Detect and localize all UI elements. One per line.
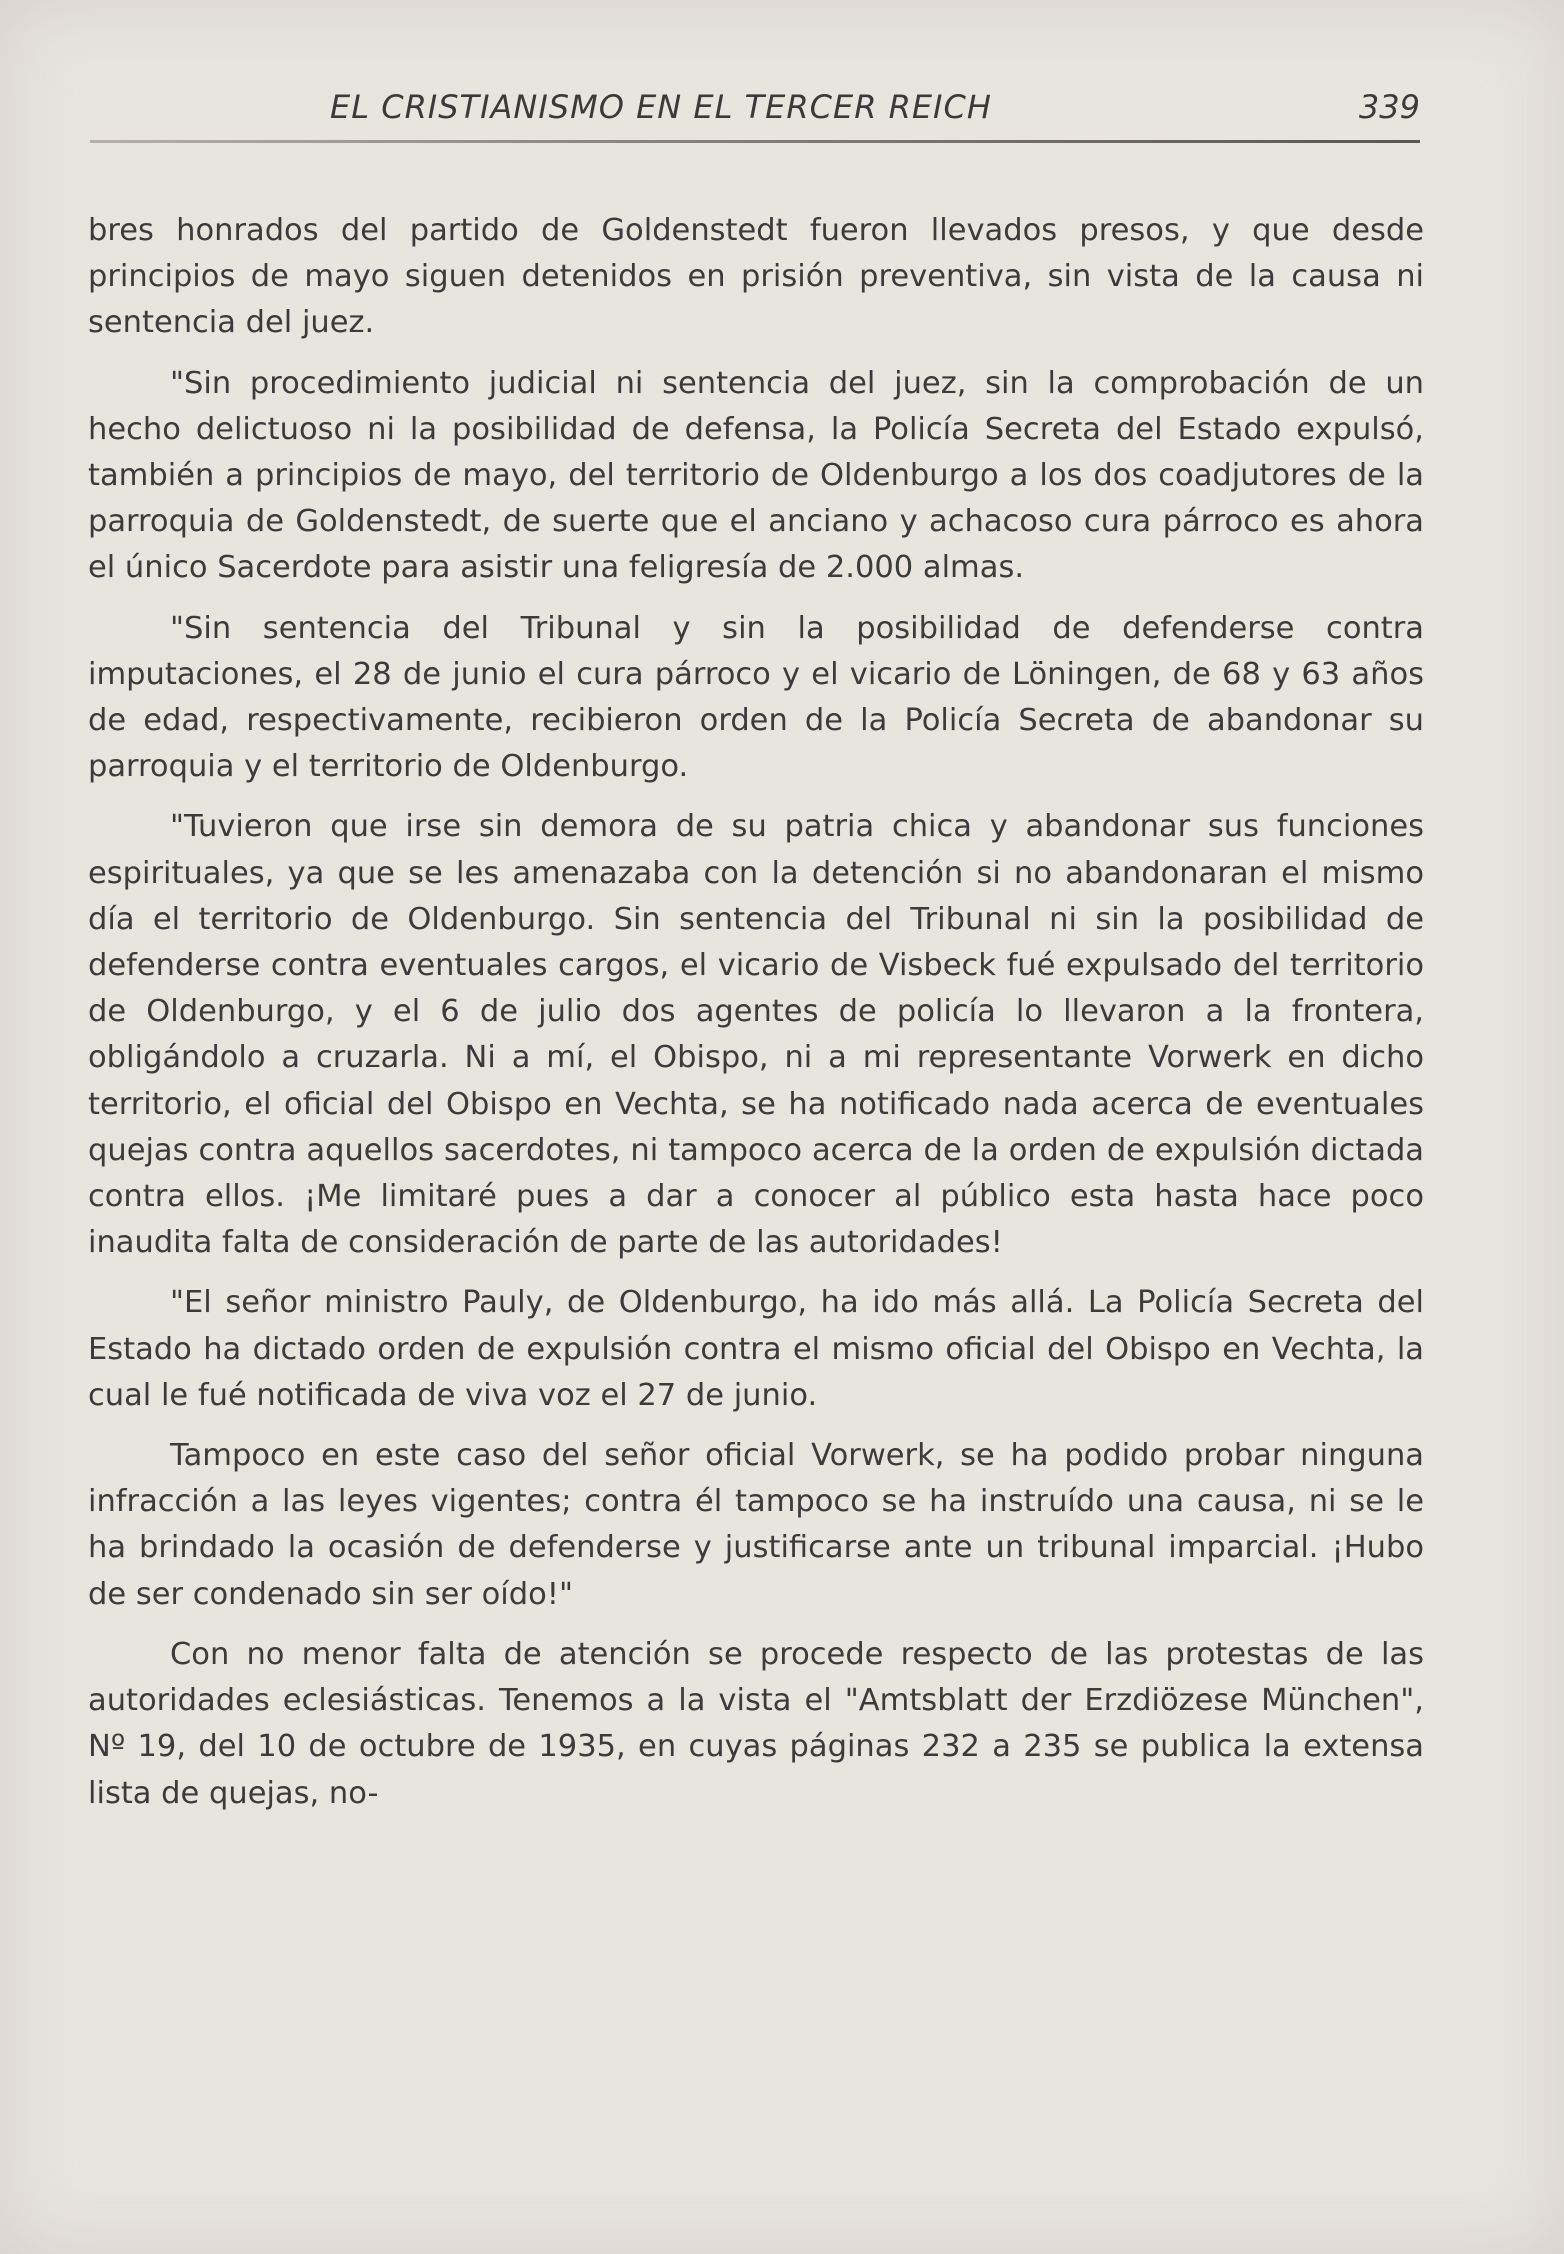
paragraph-6: Tampoco en este caso del señor oficial Vorwerk, se ha podido probar ninguna infracción a las leyes vigentes; contra él tampoco se ha instruído una causa, ni se le ha brindado la ocasión de defenderse y justificarse ante un tribunal imparcial. ¡Hubo de ser condenado sin ser oído!" bbox=[88, 1438, 1424, 1612]
paragraph-5: "El señor ministro Pauly, de Oldenburgo, ha ido más allá. La Policía Secreta del Estado ha dictado orden de expulsión contra el mismo oficial del Obispo en Vechta, la cual le fué notificada de viva voz el 27 de junio. bbox=[88, 1285, 1424, 1413]
header-rule bbox=[90, 140, 1420, 143]
running-title: EL CRISTIANISMO EN EL TERCER REICH bbox=[330, 88, 992, 126]
paragraph-2: "Sin procedimiento judicial ni sentencia del juez, sin la comprobación de un hecho delictuoso ni la posibilidad de defensa, la Policía Secreta del Estado expulsó, también a principios de mayo, del territorio de Oldenburgo a los dos coadjutores de la parroquia de Goldenstedt, de suerte que el anciano y achacoso cura párroco es ahora el único Sacerdote para asistir una feligresía de 2.000 almas. bbox=[88, 365, 1424, 586]
body-text bbox=[88, 208, 1424, 1831]
paragraph-1: bres honrados del partido de Goldenstedt fueron llevados presos, y que desde principios de mayo siguen detenidos en prisión preventiva, sin vista de la causa ni sentencia del juez. bbox=[88, 213, 1424, 341]
paragraph-3: "Sin sentencia del Tribunal y sin la posibilidad de defenderse contra imputaciones, el 28 de junio el cura párroco y el vicario de Löningen, de 68 y 63 años de edad, respectivamente, recibieron orden de la Policía Secreta de abandonar su parroquia y el territorio de Oldenburgo. bbox=[88, 610, 1424, 785]
paragraph-4: "Tuvieron que irse sin demora de su patria chica y abandonar sus funciones espirituales, ya que se les amenazaba con la detención si no abandonaran el mismo día el territorio de Oldenburgo. Sin sentencia del Tribunal ni sin la posibilidad de defenderse contra eventuales cargos, el vicario de Visbeck fué expulsado del territorio de Oldenburgo, y el 6 de julio dos agentes de policía lo llevaron a la frontera, obligándolo a cruzarla. Ni a mí, el Obispo, ni a mi representante Vorwerk en dicho territorio, el oficial del Obispo en Vechta, se ha notificado nada acerca de eventuales quejas contra aquellos sacerdotes, ni tampoco acerca de la orden de expulsión dictada contra ellos. ¡Me limitaré pues a dar a conocer al público esta hasta hace poco inaudita falta de consideración de parte de las autoridades! bbox=[88, 809, 1424, 1261]
page-number: 339 bbox=[1358, 88, 1420, 126]
paragraph-7: Con no menor falta de atención se procede respecto de las protestas de las autoridades eclesiásticas. Tenemos a la vista el "Amtsblatt der Erzdiözese München", Nº 19, del 10 de octubre de 1935, en cuyas páginas 232 a 235 se publica la extensa lista de quejas, no- bbox=[88, 1636, 1424, 1811]
page-header bbox=[90, 88, 1420, 148]
